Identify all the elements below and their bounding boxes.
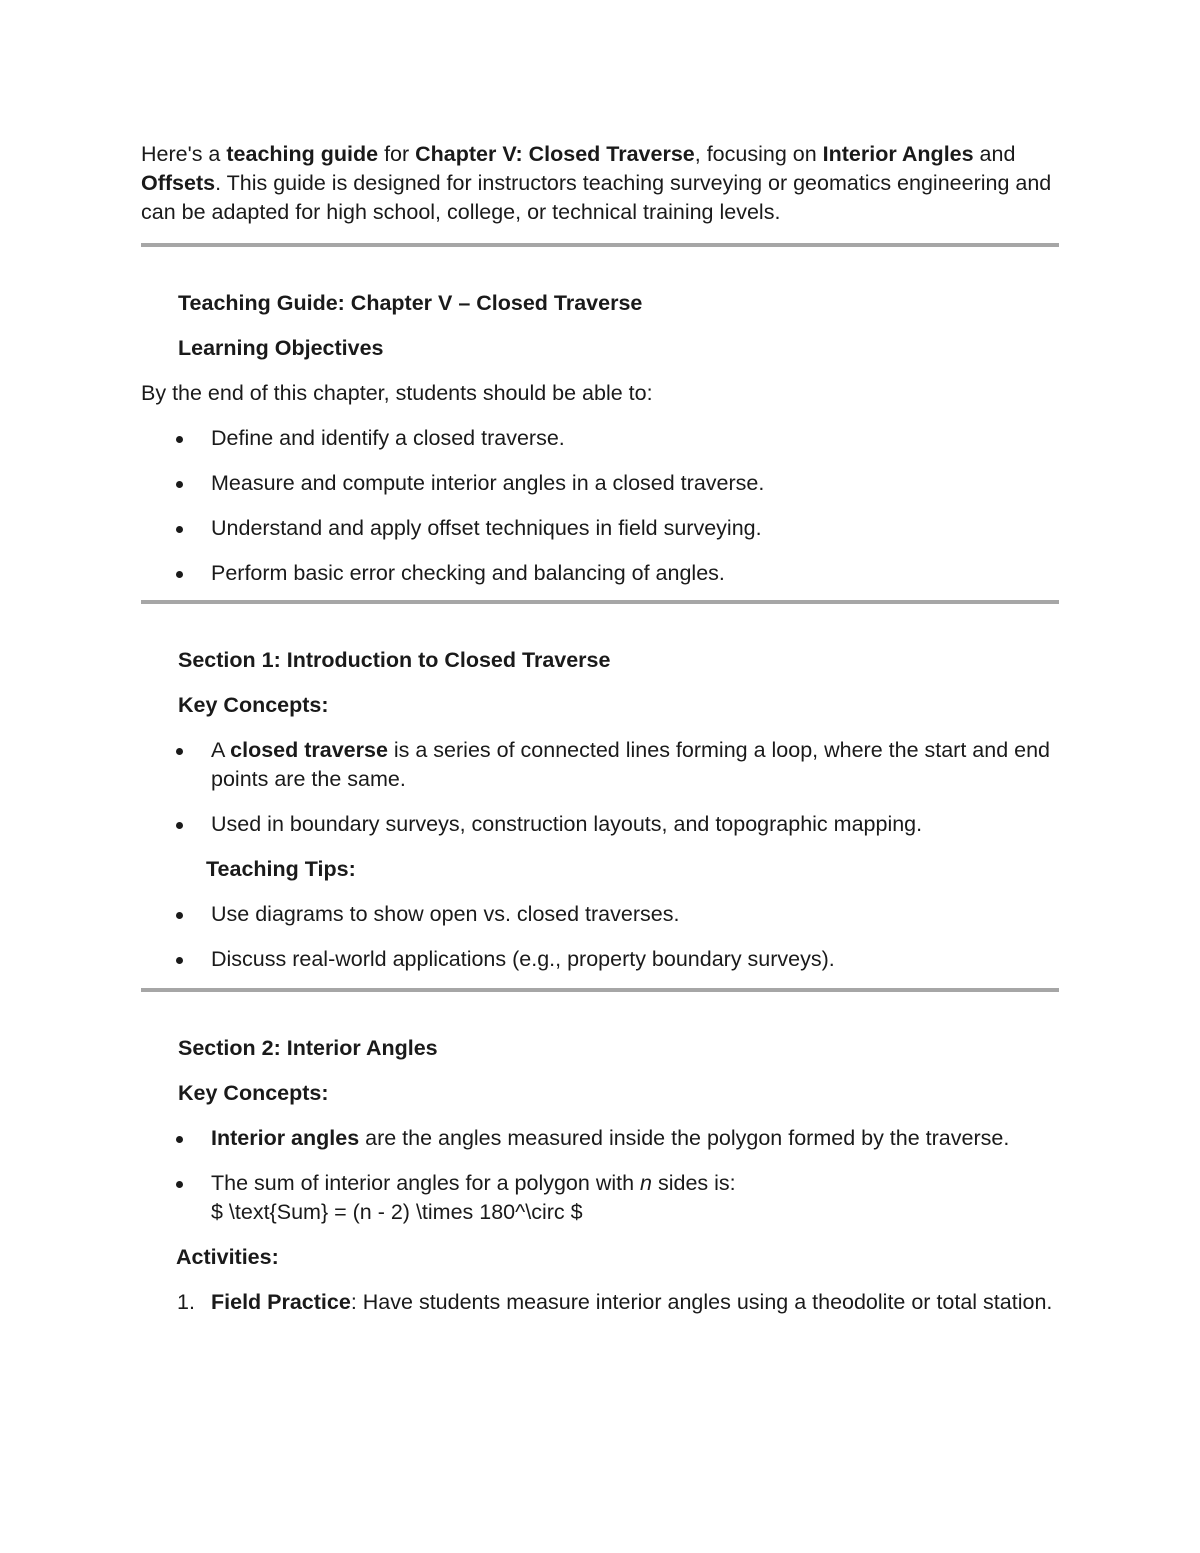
list-item [141,1169,1059,1227]
section2-key-heading: Key Concepts: [178,1081,329,1105]
intro-text: , focusing on [694,142,823,166]
intro-text: for [378,142,416,166]
horizontal-rule [141,988,1059,992]
list-item: Measure and compute interior angles in a closed traverse. [141,469,1059,498]
activity-text: : Have students measure interior angles using a theodolite or total station. [350,1290,1053,1314]
list-item [141,1124,1059,1153]
formula-text: $ \text{Sum} = (n - 2) \times 180^\circ $ [211,1200,583,1224]
activity-bold: Field Practice [211,1290,351,1314]
list-item: Define and identify a closed traverse. [141,424,1059,453]
section1-title: Section 1: Introduction to Closed Traverse [178,648,611,672]
list-item: Perform basic error checking and balancing of angles. [141,559,1059,588]
horizontal-rule [141,243,1059,247]
concept-text: are the angles measured inside the polygon formed by the traverse. [359,1126,1010,1150]
section2-concepts-list [141,1124,1059,1227]
intro-bold-chapter: Chapter V: Closed Traverse [415,142,695,166]
concept-text: sides is: [652,1171,736,1195]
section1-key-heading: Key Concepts: [178,693,329,717]
list-item: Used in boundary surveys, construction layouts, and topographic mapping. [141,810,1059,839]
objectives-list [141,424,1059,588]
concept-text: The sum of interior angles for a polygon with [211,1171,641,1195]
objectives-lead: By the end of this chapter, students should be able to: [141,381,653,405]
list-item: Discuss real-world applications (e.g., property boundary surveys). [141,945,1059,974]
concept-bold: closed traverse [230,738,388,762]
horizontal-rule [141,600,1059,604]
section1-tips-list [141,900,1059,974]
activities-heading: Activities: [176,1245,279,1269]
intro-text: Here's a [141,142,227,166]
guide-title: Teaching Guide: Chapter V – Closed Traverse [178,291,643,315]
list-number: 1. [177,1290,195,1314]
concept-italic: n [640,1171,652,1195]
intro-paragraph [141,140,1059,227]
concept-text: A [211,738,231,762]
section1-concepts-list [141,736,1059,839]
intro-bold-interior-angles: Interior Angles [822,142,974,166]
objectives-heading: Learning Objectives [178,336,384,360]
document-page [141,140,1059,1333]
list-item: Understand and apply offset techniques in field surveying. [141,514,1059,543]
concept-text: is a series of connected lines forming a loop, where the start and end points are the same. [211,738,1051,791]
intro-text: and [973,142,1016,166]
list-item: Use diagrams to show open vs. closed traverses. [141,900,1059,929]
section2-title: Section 2: Interior Angles [178,1036,438,1060]
list-item [141,1288,1059,1317]
intro-bold-teaching-guide: teaching guide [226,142,379,166]
concept-bold: Interior angles [211,1126,360,1150]
list-item [141,736,1059,794]
intro-text: . This guide is designed for instructors teaching surveying or geomatics engineering and can be adapted for high school, college, or technical training levels. [141,171,1052,224]
intro-bold-offsets: Offsets [141,171,216,195]
activities-list [141,1288,1059,1317]
section1-tips-heading: Teaching Tips: [206,857,356,881]
